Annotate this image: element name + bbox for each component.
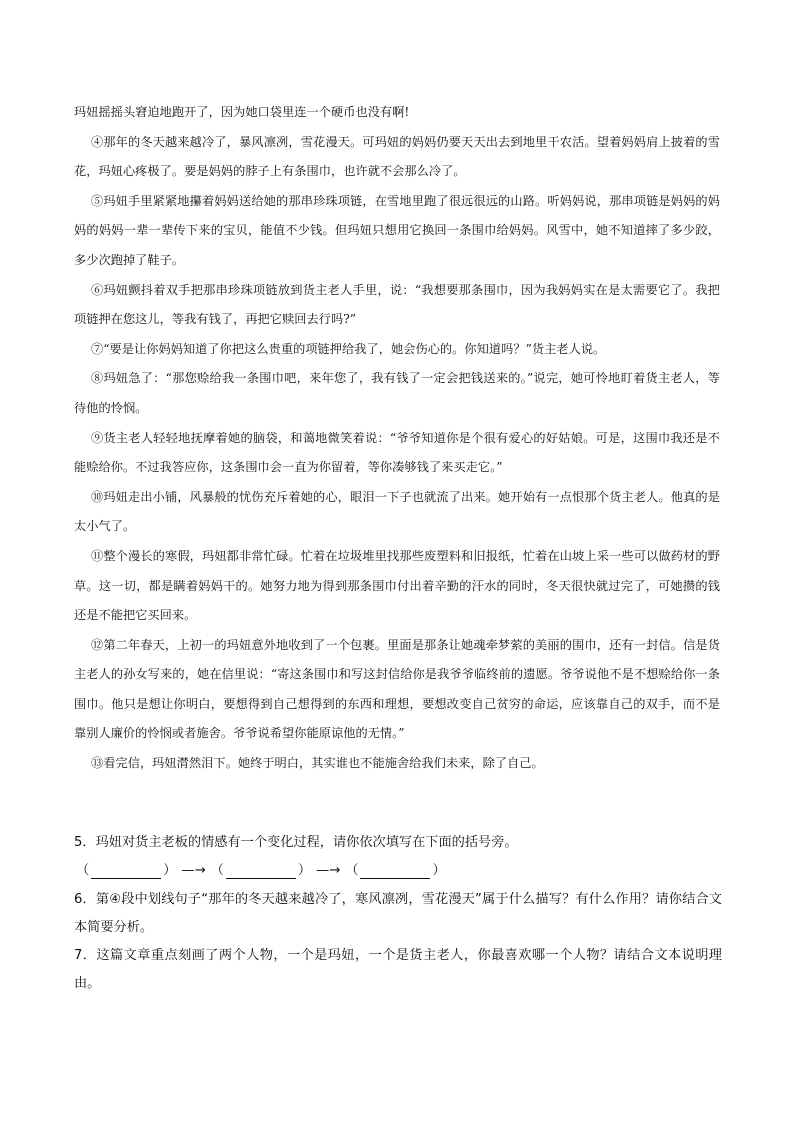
question-section [74,829,722,999]
arrow-icon: —→ [181,863,206,879]
right-parenthesis: ） [163,863,177,879]
paragraph-7: ⑦“要是让你妈妈知道了你把这么贵重的项链押给我了，她会伤心的。你知道吗？”货主老人说。 [91,341,606,356]
left-parenthesis: （ [345,863,359,879]
answer-slot-3 [345,857,445,885]
paragraph-4: ④那年的冬天越来越冷了，暴风凛冽，雪花漫天。可玛妞的妈妈仍要天天出去到地里干农活。望着妈妈肩上披着的雪花，玛妞心疼极了。要是妈妈的脖子上有条围巾，也许就不会那么冷了。 [74,134,720,179]
question-5-answer-line [76,857,722,885]
question-5: 5．玛妞对货主老板的情感有一个变化过程，请你依次填写在下面的括号旁。 [74,835,518,850]
left-parenthesis: （ [76,863,90,879]
passage-opening-line: 玛妞摇摇头窘迫地跑开了，因为她口袋里连一个硬币也没有啊! [74,105,410,119]
right-parenthesis: ） [297,863,311,879]
paragraph-9: ⑨货主老人轻轻地抚摩着她的脑袋，和蔼地微笑着说：“爷爷知道你是个很有爱心的好姑娘。可是，这围巾我还是不能赊给你。不过我答应你，这条围巾会一直为你留着，等你凑够钱了来买走它。” [74,430,720,475]
question-6: 6．第④段中划线句子“那年的冬天越来越冷了，寒风凛冽，雪花漫天”属于什么描写？有什么作用？请你结合文本简要分析。 [74,891,722,935]
reading-passage [74,98,720,779]
paragraph-10: ⑩玛妞走出小铺，风暴般的忧伤充斥着她的心，眼泪一下子也就流了出来。她开始有一点恨那个货主老人。他真的是太小气了。 [74,489,720,534]
question-7: 7．这篇文章重点刻画了两个人物，一个是玛妞，一个是货主老人，你最喜欢哪一个人物？请结合文本说明理由。 [74,948,722,992]
paragraph-6: ⑥玛妞颤抖着双手把那串珍珠项链放到货主老人手里，说：“我想要那条围巾，因为我妈妈实在是太需要它了。我把项链押在您这儿，等我有钱了，再把它赎回去行吗?” [74,282,720,327]
paragraph-5: ⑤玛妞手里紧紧地攥着妈妈送给她的那串珍珠项链，在雪地里跑了很远很远的山路。听妈妈说，那串项链是妈妈的妈妈的妈妈一辈一辈传下来的宝贝，能值不少钱。但玛妞只想用它换回一条围巾给妈妈。风雪中，她不知道摔了多少跤，多少次跑掉了鞋子。 [74,193,720,267]
right-parenthesis: ） [432,863,446,879]
answer-blank-1[interactable] [91,864,161,879]
arrow-icon: —→ [316,863,341,879]
answer-slot-1 [76,857,176,885]
paragraph-11: ⑪整个漫长的寒假，玛妞都非常忙碌。忙着在垃圾堆里找那些废塑料和旧报纸，忙着在山坡上采一些可以做药材的野草。这一切，都是瞒着妈妈干的。她努力地为得到那条围巾付出着辛勤的汗水的同时，冬天很快就过完了，可她攒的钱还是不能把它买回来。 [74,548,720,623]
answer-blank-3[interactable] [360,864,430,879]
answer-blank-2[interactable] [226,864,296,879]
left-parenthesis: （ [210,863,224,879]
paragraph-13: ⑬看完信，玛妞潸然泪下。她终于明白，其实谁也不能施舍给我们未来，除了自己。 [91,756,544,771]
paragraph-8: ⑧玛妞急了：“那您赊给我一条围巾吧，来年您了，我有钱了一定会把钱送来的。”说完，她可怜地盯着货主老人，等待他的怜悯。 [74,371,720,415]
paragraph-12: ⑫第二年春天，上初一的玛妞意外地收到了一个包裹。里面是那条让她魂牵梦萦的美丽的围巾，还有一封信。信是货主老人的孙女写来的，她在信里说：“寄这条围巾和写这封信给你是我爷爷临终前的遗愿。爷爷说他不是不想赊给你一条围巾。他只是想让你明白，要想得到自己想得到的东西和理想，要想改变自己贫穷的命运，应该靠自己的双手，而不是靠别人廉价的怜悯或者施舍。爷爷说希望你能原谅他的无情。” [74,637,720,741]
answer-slot-2 [211,857,311,885]
